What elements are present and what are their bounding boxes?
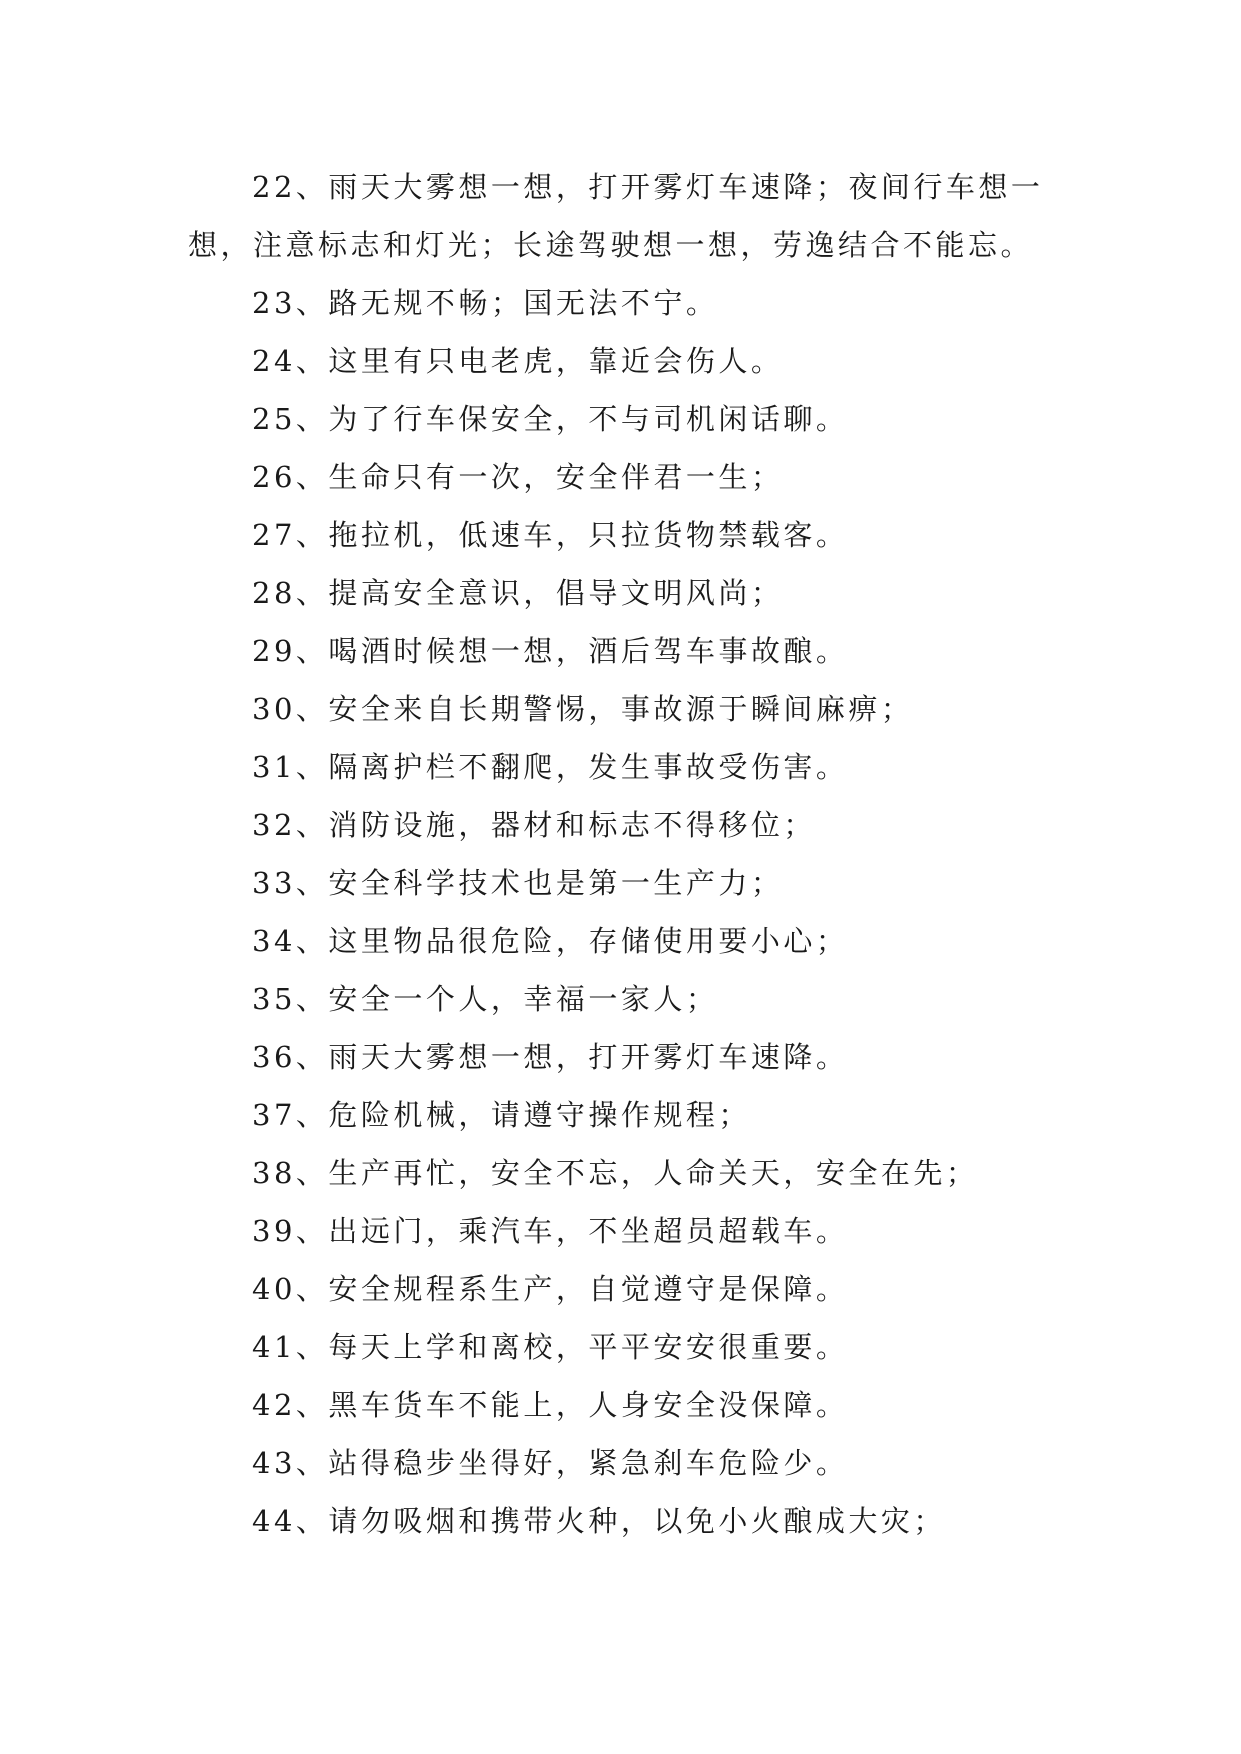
slogan-item-32: 32、消防设施，器材和标志不得移位；: [252, 808, 816, 842]
slogan-list: [188, 158, 1088, 1550]
slogan-item-37: 37、危险机械，请遵守操作规程；: [252, 1098, 751, 1132]
slogan-item-29: 29、喝酒时候想一想，酒后驾车事故酿。: [252, 634, 849, 668]
slogan-item-38: 38、生产再忙，安全不忘，人命关天，安全在先；: [252, 1156, 979, 1190]
slogan-item-36: 36、雨天大雾想一想，打开雾灯车速降。: [252, 1040, 849, 1074]
slogan-item-40: 40、安全规程系生产，自觉遵守是保障。: [252, 1272, 849, 1306]
slogan-item-33: 33、安全科学技术也是第一生产力；: [252, 866, 784, 900]
slogan-item-41: 41、每天上学和离校，平平安安很重要。: [252, 1330, 849, 1364]
slogan-item-23: 23、路无规不畅；国无法不宁。: [252, 286, 719, 320]
slogan-item-39: 39、出远门，乘汽车，不坐超员超载车。: [252, 1214, 849, 1248]
slogan-item-34: 34、这里物品很危险，存储使用要小心；: [252, 924, 849, 958]
slogan-item-26: 26、生命只有一次，安全伴君一生；: [252, 460, 784, 494]
slogan-item-24: 24、这里有只电老虎，靠近会伤人。: [252, 344, 784, 378]
slogan-item-28: 28、提高安全意识，倡导文明风尚；: [252, 576, 784, 610]
slogan-item-44: 44、请勿吸烟和携带火种，以免小火酿成大灾；: [252, 1504, 946, 1538]
slogan-item-42: 42、黑车货车不能上，人身安全没保障。: [252, 1388, 849, 1422]
slogan-item-43: 43、站得稳步坐得好，紧急刹车危险少。: [252, 1446, 849, 1480]
slogan-item-35: 35、安全一个人，幸福一家人；: [252, 982, 719, 1016]
slogan-item-22: 22、雨天大雾想一想，打开雾灯车速降；夜间行车想一想，注意标志和灯光；长途驾驶想一想，劳逸结合不能忘。: [188, 170, 1044, 262]
slogan-item-27: 27、拖拉机，低速车，只拉货物禁载客。: [252, 518, 849, 552]
slogan-item-25: 25、为了行车保安全，不与司机闲话聊。: [252, 402, 849, 436]
slogan-item-31: 31、隔离护栏不翻爬，发生事故受伤害。: [252, 750, 849, 784]
slogan-item-30: 30、安全来自长期警惕，事故源于瞬间麻痹；: [252, 692, 914, 726]
